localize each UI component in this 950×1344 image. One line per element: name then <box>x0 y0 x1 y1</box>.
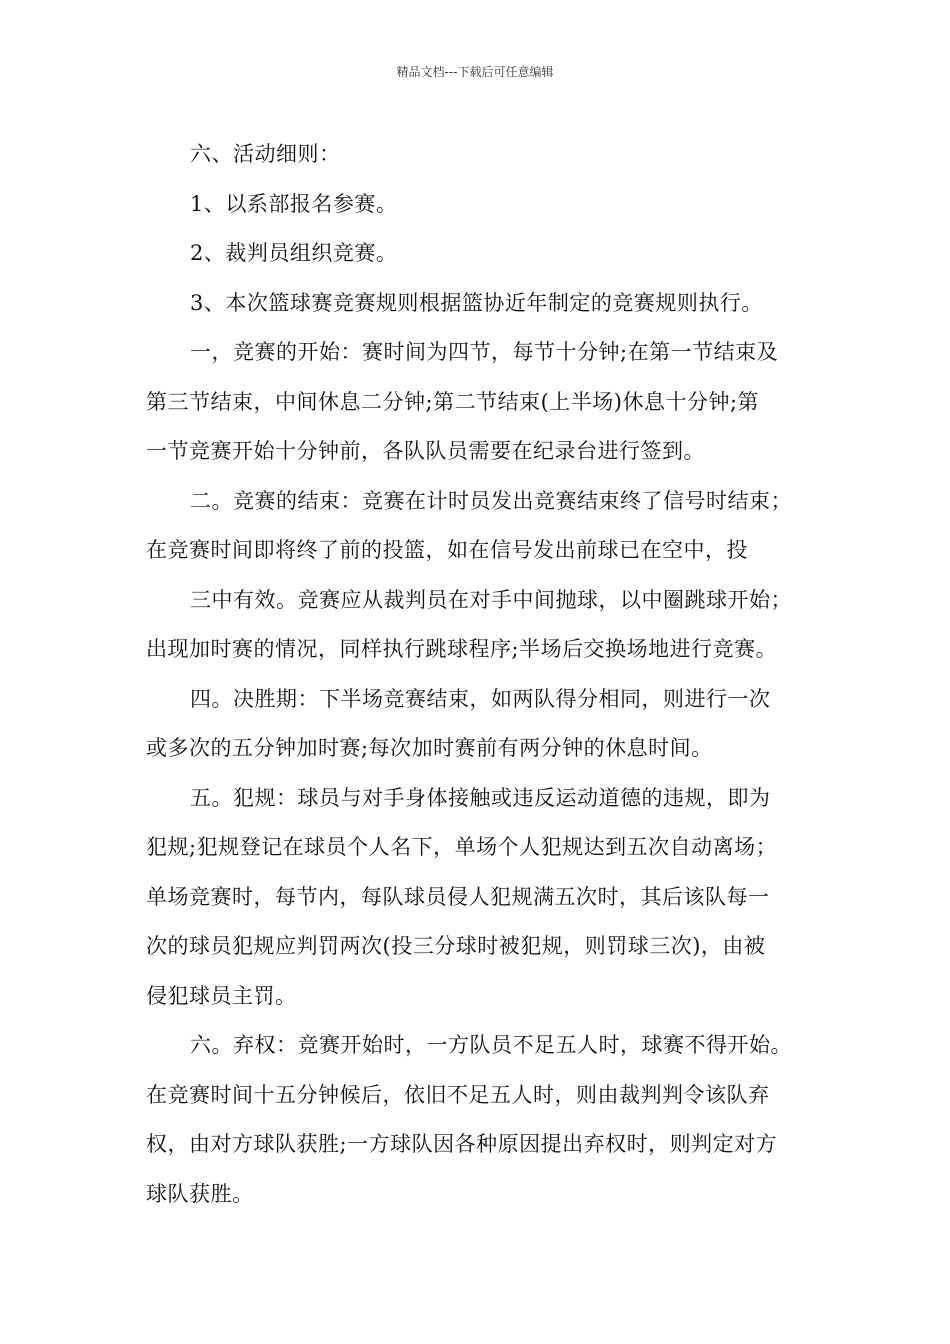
text-line: 2、裁判员组织竞赛。 <box>190 241 398 265</box>
text-line: 四。决胜期：下半场竞赛结束，如两队得分相同，则进行一次 <box>190 686 771 711</box>
text-line: 球队获胜。 <box>146 1181 254 1206</box>
text-line: 三中有效。竞赛应从裁判员在对手中间抛球，以中圈跳球开始； <box>190 587 792 612</box>
text-line: 五。犯规：球员与对手身体接触或违反运动道德的违规，即为 <box>190 785 771 810</box>
text-line: 二。竞赛的结束：竞赛在计时员发出竞赛结束终了信号时结束； <box>190 488 792 513</box>
text-line: 次的球员犯规应判罚两次(投三分球时被犯规，则罚球三次)，由被 <box>146 934 766 958</box>
text-line: 出现加时赛的情况，同样执行跳球程序;半场后交换场地进行竞赛。 <box>146 637 778 661</box>
page-header: 精品文档---下载后可任意编辑 <box>396 65 554 79</box>
text-line: 在竞赛时间十五分钟候后，依旧不足五人时，则由裁判判令该队弃 <box>146 1082 770 1107</box>
text-line: 一，竞赛的开始：赛时间为四节，每节十分钟;在第一节结束及 <box>190 340 779 364</box>
text-line: 3、本次篮球赛竞赛规则根据篮协近年制定的竞赛规则执行。 <box>190 290 763 315</box>
body-text <box>146 130 816 1219</box>
text-line: 权，由对方球队获胜;一方球队因各种原因提出弃权时，则判定对方 <box>146 1132 778 1156</box>
text-line: 六。弃权：竞赛开始时，一方队员不足五人时，球赛不得开始。 <box>190 1033 792 1057</box>
text-line: 第三节结束，中间休息二分钟;第二节结束(上半场)休息十分钟;第 <box>146 389 760 414</box>
text-line: 单场竞赛时，每节内，每队球员侵人犯规满五次时，其后该队每一 <box>146 884 770 909</box>
document-body <box>146 130 816 1219</box>
text-line: 在竞赛时间即将终了前的投篮，如在信号发出前球已在空中，投 <box>146 538 748 562</box>
text-line: 一节竞赛开始十分钟前，各队队员需要在纪录台进行签到。 <box>146 439 705 463</box>
text-line: 侵犯球员主罚。 <box>146 983 297 1008</box>
text-line: 犯规;犯规登记在球员个人名下，单场个人犯规达到五次自动离场； <box>146 835 778 859</box>
text-line: 1、以系部报名参赛。 <box>190 191 398 216</box>
text-line: 或多次的五分钟加时赛;每次加时赛前有两分钟的休息时间。 <box>146 736 713 760</box>
text-line: 六、活动细则： <box>190 142 341 166</box>
